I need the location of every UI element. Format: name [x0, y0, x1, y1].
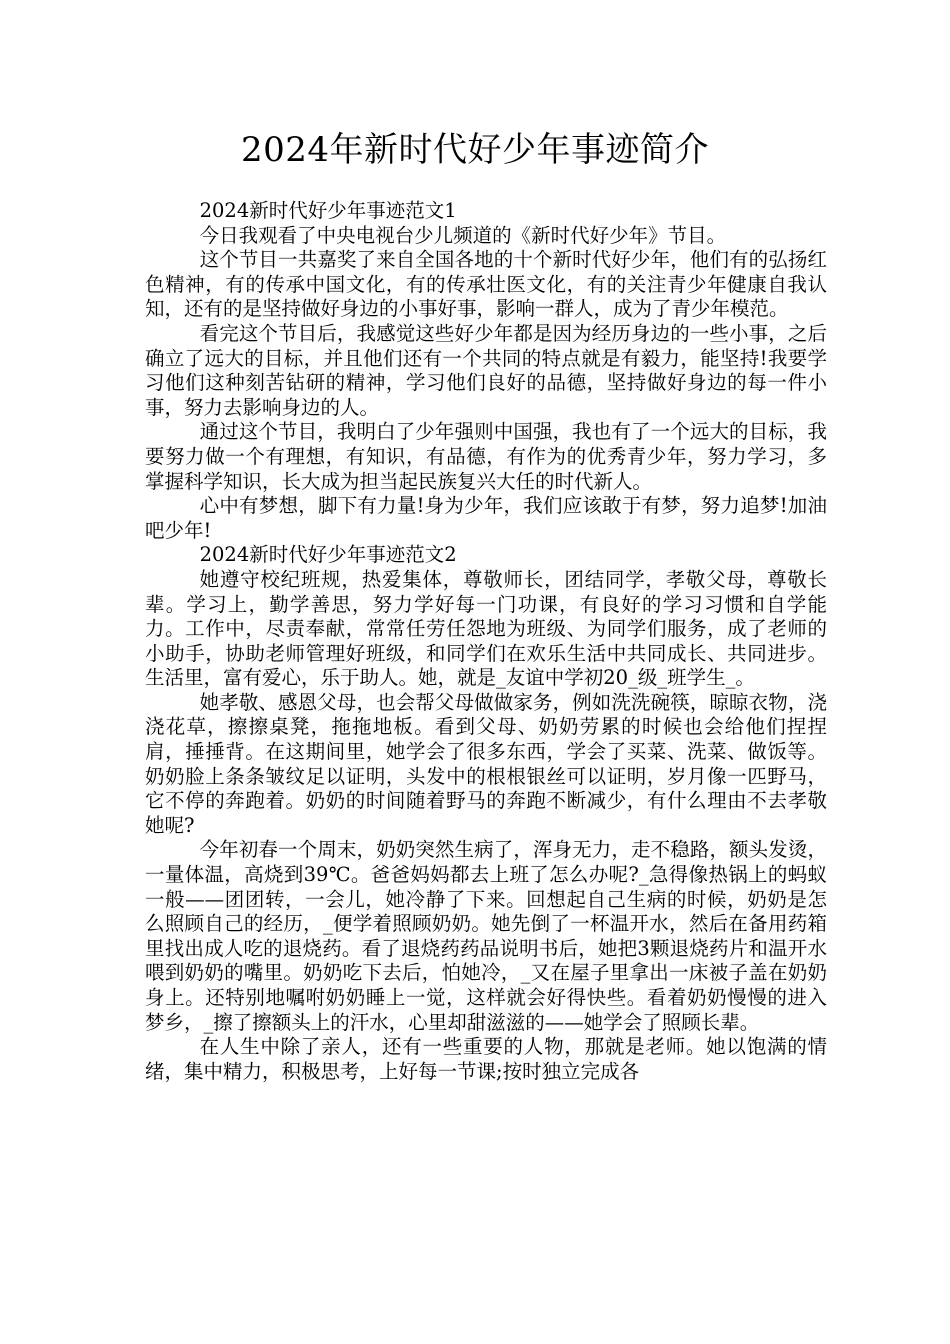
- paragraph: 今日我观看了中央电视台少儿频道的《新时代好少年》节目。: [199, 223, 727, 247]
- paragraph: 看完这个节目后，我感觉这些好少年都是因为经历身边的一些小事，之后确立了远大的目标，并且他们还有一个共同的特点就是有毅力，能坚持!我要学习他们这种刻苦钻研的精神，学习他们良好的品德，坚持做好身边的每一件小事，努力去影响身边的人。: [145, 321, 827, 419]
- paragraph: 心中有梦想，脚下有力量!身为少年，我们应该敢于有梦，努力追梦!加油吧少年!: [145, 494, 827, 542]
- section-heading-1: 2024新时代好少年事迹范文1: [199, 199, 457, 222]
- paragraph: 她遵守校纪班规，热爱集体，尊敬师长，团结同学，孝敬父母，尊敬长辈。学习上，勤学善思，努力学好每一门功课，有良好的学习习惯和自学能力。工作中，尽责奉献，常常任劳任怨地为班级、为同学们服务，成了老师的小助手，协助老师管理好班级，和同学们在欢乐生活中共同成长、共同进步。生活里，富有爱心，乐于助人。她，就是_友谊中学初20_级_班学生_。: [145, 567, 827, 690]
- document-body: [145, 199, 827, 1084]
- document-title: 2024年新时代好少年事迹简介: [240, 130, 710, 170]
- paragraph: 这个节目一共嘉奖了来自全国各地的十个新时代好少年，他们有的弘扬红色精神，有的传承中国文化，有的传承壮医文化，有的关注青少年健康自我认知，还有的是坚持做好身边的小事好事，影响一群人，成为了青少年模范。: [145, 248, 827, 321]
- section-heading-2: 2024新时代好少年事迹范文2: [199, 543, 457, 567]
- paragraph: 她孝敬、感恩父母，也会帮父母做做家务，例如洗洗碗筷，晾晾衣物，浇浇花草，擦擦桌凳，拖拖地板。看到父母、奶奶劳累的时候也会给他们捏捏肩，捶捶背。在这期间里，她学会了很多东西，学会了买菜、洗菜、做饭等。奶奶脸上条条皱纹足以证明，头发中的根根银丝可以证明，岁月像一匹野马，它不停的奔跑着。奶奶的时间随着野马的奔跑不断减少，有什么理由不去孝敬她呢?: [145, 690, 827, 837]
- paragraph: 在人生中除了亲人，还有一些重要的人物，那就是老师。她以饱满的情绪，集中精力，积极思考，上好每一节课;按时独立完成各: [145, 1035, 827, 1083]
- paragraph: 通过这个节目，我明白了少年强则中国强，我也有了一个远大的目标，我要努力做一个有理想，有知识，有品德，有作为的优秀青少年，努力学习，多掌握科学知识，长大成为担当起民族复兴大任的时代新人。: [145, 420, 827, 493]
- paragraph: 今年初春一个周末，奶奶突然生病了，浑身无力，走不稳路，额头发烫，一量体温，高烧到39℃。爸爸妈妈都去上班了怎么办呢?_急得像热锅上的蚂蚁一般——团团转，一会儿，她冷静了下来。回想起自己生病的时候，奶奶是怎么照顾自己的经历，_便学着照顾奶奶。她先倒了一杯温开水，然后在备用药箱里找出成人吃的退烧药。看了退烧药药品说明书后，她把3颗退烧药片和温开水喂到奶奶的嘴里。奶奶吃下去后，怕她冷，_又在屋子里拿出一床被子盖在奶奶身上。还特别地嘱咐奶奶睡上一觉，这样就会好得快些。看着奶奶慢慢的进入梦乡，_擦了擦额头上的汗水，心里却甜滋滋的——她学会了照顾长辈。: [145, 838, 827, 1034]
